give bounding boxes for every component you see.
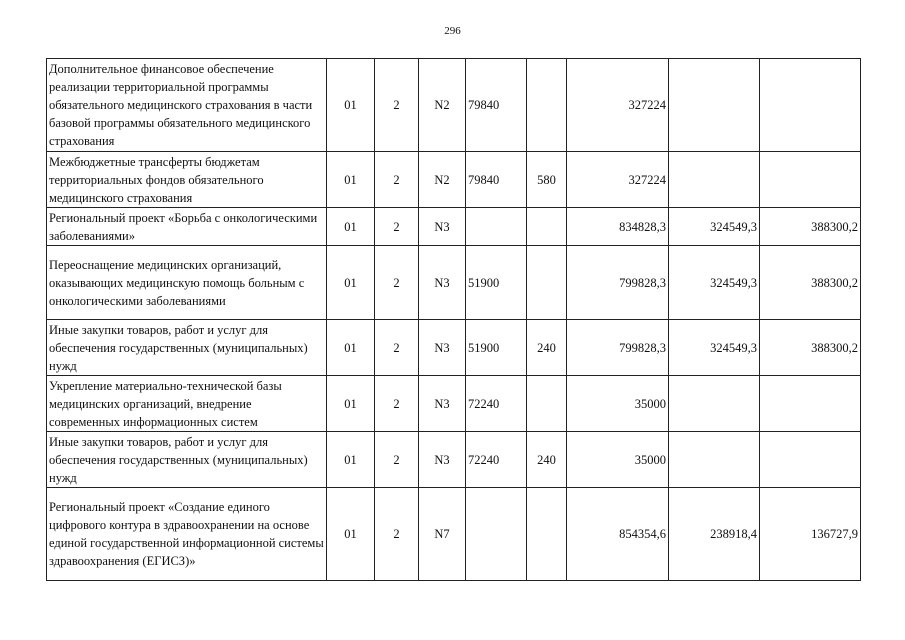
amount-1: 327224 [567, 59, 669, 152]
code-subsection: 2 [375, 152, 419, 208]
amount-1: 35000 [567, 432, 669, 488]
code-direction: 72240 [466, 376, 527, 432]
amount-2: 324549,3 [669, 246, 760, 320]
code-direction [466, 208, 527, 246]
code-subsection: 2 [375, 432, 419, 488]
code-direction: 51900 [466, 246, 527, 320]
code-expense-type [527, 376, 567, 432]
code-subsection: 2 [375, 59, 419, 152]
budget-table [46, 58, 861, 581]
page-number: 296 [444, 25, 461, 37]
table-row [47, 488, 861, 581]
code-direction: 79840 [466, 59, 527, 152]
code-section: 01 [327, 488, 375, 581]
amount-1: 799828,3 [567, 246, 669, 320]
table-row [47, 432, 861, 488]
row-name: Укрепление материально-технической базы медицинских организаций, внедрение современных информационных систем [47, 376, 327, 432]
code-direction: 79840 [466, 152, 527, 208]
code-expense-type: 240 [527, 432, 567, 488]
code-subsection: 2 [375, 208, 419, 246]
code-subsection: 2 [375, 376, 419, 432]
code-project: N3 [419, 376, 466, 432]
code-project: N2 [419, 59, 466, 152]
table-row [47, 59, 861, 152]
amount-3: 136727,9 [760, 488, 861, 581]
row-name: Межбюджетные трансферты бюджетам территориальных фондов обязательного медицинского страхования [47, 152, 327, 208]
code-direction: 72240 [466, 432, 527, 488]
table-row [47, 376, 861, 432]
code-project: N3 [419, 432, 466, 488]
table-row [47, 246, 861, 320]
table-row [47, 208, 861, 246]
row-name: Переоснащение медицинских организаций, оказывающих медицинскую помощь больным с онкологическими заболеваниями [47, 246, 327, 320]
code-expense-type [527, 59, 567, 152]
amount-2 [669, 376, 760, 432]
amount-2: 324549,3 [669, 320, 760, 376]
amount-2 [669, 59, 760, 152]
code-section: 01 [327, 59, 375, 152]
amount-1: 327224 [567, 152, 669, 208]
code-direction [466, 488, 527, 581]
code-expense-type [527, 246, 567, 320]
amount-3 [760, 432, 861, 488]
row-name: Дополнительное финансовое обеспечение реализации территориальной программы обязательного медицинского страхования в части базовой программы обязательного медицинского страхования [47, 59, 327, 152]
amount-3: 388300,2 [760, 320, 861, 376]
amount-1: 799828,3 [567, 320, 669, 376]
code-subsection: 2 [375, 488, 419, 581]
table-row [47, 152, 861, 208]
code-direction: 51900 [466, 320, 527, 376]
amount-3 [760, 59, 861, 152]
amount-1: 35000 [567, 376, 669, 432]
amount-2 [669, 152, 760, 208]
code-section: 01 [327, 246, 375, 320]
code-section: 01 [327, 208, 375, 246]
code-project: N2 [419, 152, 466, 208]
code-section: 01 [327, 376, 375, 432]
amount-3: 388300,2 [760, 208, 861, 246]
amount-1: 834828,3 [567, 208, 669, 246]
amount-2: 238918,4 [669, 488, 760, 581]
code-expense-type: 240 [527, 320, 567, 376]
code-project: N3 [419, 208, 466, 246]
code-section: 01 [327, 320, 375, 376]
row-name: Региональный проект «Создание единого цифрового контура в здравоохранении на основе единой государственной информационной системы здравоохранения (ЕГИСЗ)» [47, 488, 327, 581]
code-subsection: 2 [375, 246, 419, 320]
code-expense-type: 580 [527, 152, 567, 208]
amount-3 [760, 152, 861, 208]
code-section: 01 [327, 152, 375, 208]
code-expense-type [527, 208, 567, 246]
table-row [47, 320, 861, 376]
row-name: Иные закупки товаров, работ и услуг для обеспечения государственных (муниципальных) нужд [47, 432, 327, 488]
code-expense-type [527, 488, 567, 581]
row-name: Иные закупки товаров, работ и услуг для обеспечения государственных (муниципальных) нужд [47, 320, 327, 376]
amount-3: 388300,2 [760, 246, 861, 320]
code-project: N3 [419, 246, 466, 320]
code-subsection: 2 [375, 320, 419, 376]
amount-3 [760, 376, 861, 432]
amount-2 [669, 432, 760, 488]
code-project: N3 [419, 320, 466, 376]
code-project: N7 [419, 488, 466, 581]
row-name: Региональный проект «Борьба с онкологическими заболеваниями» [47, 208, 327, 246]
amount-2: 324549,3 [669, 208, 760, 246]
amount-1: 854354,6 [567, 488, 669, 581]
code-section: 01 [327, 432, 375, 488]
